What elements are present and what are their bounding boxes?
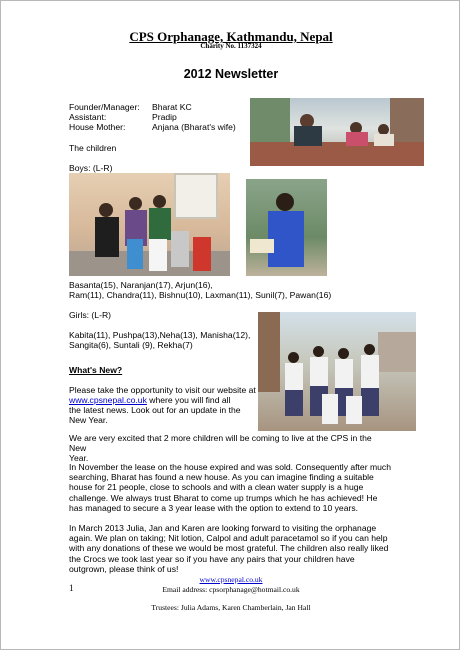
whats-new-paragraph-4	[69, 523, 391, 574]
document-title: CPS Orphanage, Kathmandu, Nepal	[129, 29, 333, 44]
whats-new-paragraph-3	[69, 462, 391, 513]
p1-text-before: Please take the opportunity to visit our website at	[69, 385, 256, 395]
whats-new-heading: What's New?	[69, 365, 123, 375]
girls-heading: Girls: (L-R)	[69, 310, 112, 320]
p4-line-5: outgrown, please think of us!	[69, 563, 179, 574]
children-heading: The children	[69, 143, 117, 153]
photo-boy-blue-shirt	[246, 179, 327, 276]
p4-line-2: again. We plan on taking; Nit lotion, Calpol and adult paracetamol so if you can help	[69, 533, 388, 544]
p3-line-1: In November the lease on the house expired and was sold. Consequently after much	[69, 462, 391, 472]
boys-names-line1: Basanta(15), Naranjan(17), Arjun(16),	[69, 280, 213, 290]
p3-line-5: has managed to secure a 3 year lease with the option to extend to 10 years.	[69, 502, 359, 513]
p4-line-3: with any donations of these we would be most grateful. The children also really liked	[69, 543, 389, 554]
p4-line-4: the Crocs we took last year so if you have any pairs that your children have	[69, 553, 355, 564]
footer-trustees: Trustees: Julia Adams, Karen Chamberlain, Jan Hall	[151, 603, 311, 612]
boys-heading: Boys: (L-R)	[69, 163, 113, 173]
photo-family-rooftop	[250, 98, 424, 166]
boys-names-line2: Ram(11), Chandra(11), Bishnu(10), Laxman(11), Sunil(7), Pawan(16)	[69, 290, 332, 300]
footer-website-link[interactable]: www.cpsnepal.co.uk	[199, 575, 263, 584]
p3-line-3: house for 21 people, close to schools and with a clean water supply is a huge	[69, 482, 364, 493]
p1-text-after-1: where you will find all	[149, 395, 231, 405]
p3-line-4: challenge. We always trust Bharat to come up trumps which he has achieved! He	[69, 492, 378, 503]
staff-value-house-mother: Anjana (Bharat's wife)	[152, 122, 236, 132]
p4-line-1: In March 2013 Julia, Jan and Karen are looking forward to visiting the orphanage	[69, 523, 377, 533]
p1-text-after-2: the latest news. Look out for an update in the	[69, 405, 241, 415]
p1-text-after-3: New Year.	[69, 415, 108, 425]
p2-line-1: We are very excited that 2 more children will be coming to live at the CPS in the New	[69, 433, 372, 454]
page-number: 1	[69, 583, 74, 593]
website-link[interactable]: www.cpsnepal.co.uk	[69, 395, 147, 405]
girls-names-line1: Kabita(11), Pushpa(13),Neha(13), Manisha(12),	[69, 330, 251, 340]
staff-label-assistant: Assistant:	[69, 112, 107, 122]
photo-girls-group	[258, 312, 416, 431]
staff-label-founder: Founder/Manager:	[69, 102, 140, 112]
staff-value-assistant: Pradip	[152, 112, 177, 122]
p3-line-2: searching, Bharat has found a new house. As you can imagine finding a suitable	[69, 472, 374, 483]
whats-new-paragraph-2	[69, 433, 391, 464]
newsletter-title: 2012 Newsletter	[183, 67, 279, 81]
staff-value-founder: Bharat KC	[152, 102, 192, 112]
girls-names-line2: Sangita(6), Suntali (9), Rekha(7)	[69, 340, 193, 350]
footer-email: Email address: cpsorphanage@hotmail.co.uk	[162, 585, 300, 594]
photo-boys-group	[69, 173, 230, 276]
charity-number: Charity No. 1137324	[200, 42, 262, 50]
staff-label-house-mother: House Mother:	[69, 122, 126, 132]
p2-line-2: Year.	[69, 453, 89, 464]
whats-new-paragraph-1	[69, 385, 259, 425]
